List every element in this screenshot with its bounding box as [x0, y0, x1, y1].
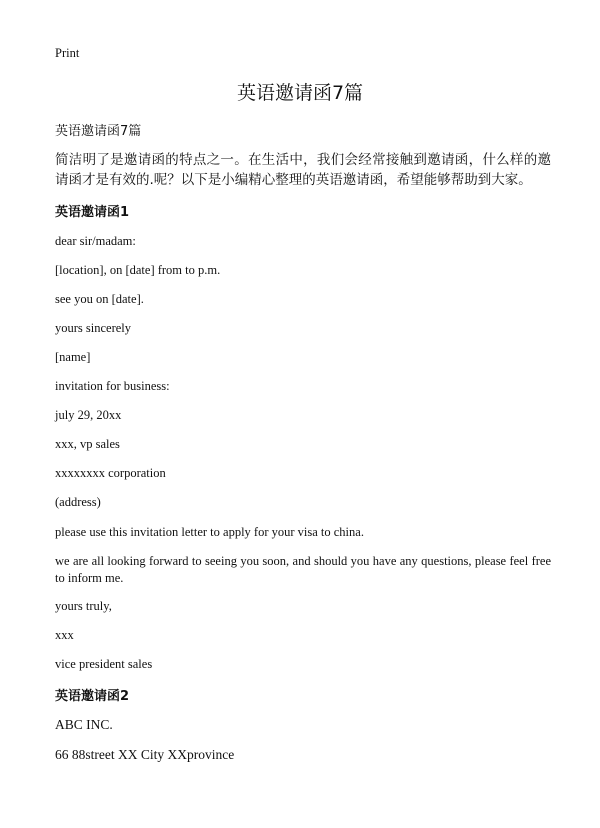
- letter-line: july 29, 20xx: [55, 408, 122, 422]
- letter-line: ABC INC.: [55, 717, 113, 732]
- section-heading-2: 英语邀请函2: [55, 689, 130, 704]
- letter-line: (address): [55, 495, 101, 509]
- letter-line: invitation for business:: [55, 379, 170, 393]
- letter-line: yours truly,: [55, 599, 112, 613]
- letter-line: 66 88street XX City XXprovince: [55, 747, 235, 762]
- letter-line: xxxxxxxx corporation: [55, 466, 166, 480]
- letter-line: see you on [date].: [55, 292, 144, 306]
- letter-line: we are all looking forward to seeing you soon, and should you have any questions, please feel free to inform me.: [55, 554, 551, 585]
- letter-line: xxx, vp sales: [55, 437, 120, 451]
- print-link[interactable]: Print: [55, 46, 80, 60]
- intro-paragraph: 简洁明了是邀请函的特点之一。在生活中，我们会经常接触到邀请函，什么样的邀请函才是有效的.呢？以下是小编精心整理的英语邀请函，希望能够帮助到大家。: [55, 152, 551, 188]
- page-title: 英语邀请函7篇: [236, 82, 364, 104]
- section-heading-1: 英语邀请函1: [55, 205, 130, 220]
- letter-line: please use this invitation letter to apply for your visa to china.: [55, 525, 364, 539]
- letter-line: [location], on [date] from to p.m.: [55, 263, 221, 277]
- letter-line: yours sincerely: [55, 321, 132, 335]
- letter-line: xxx: [55, 628, 74, 642]
- letter-line: [name]: [55, 350, 91, 364]
- letter-line: vice president sales: [55, 657, 153, 671]
- document-subtitle: 英语邀请函7篇: [55, 124, 142, 139]
- letter-line: dear sir/madam:: [55, 234, 136, 248]
